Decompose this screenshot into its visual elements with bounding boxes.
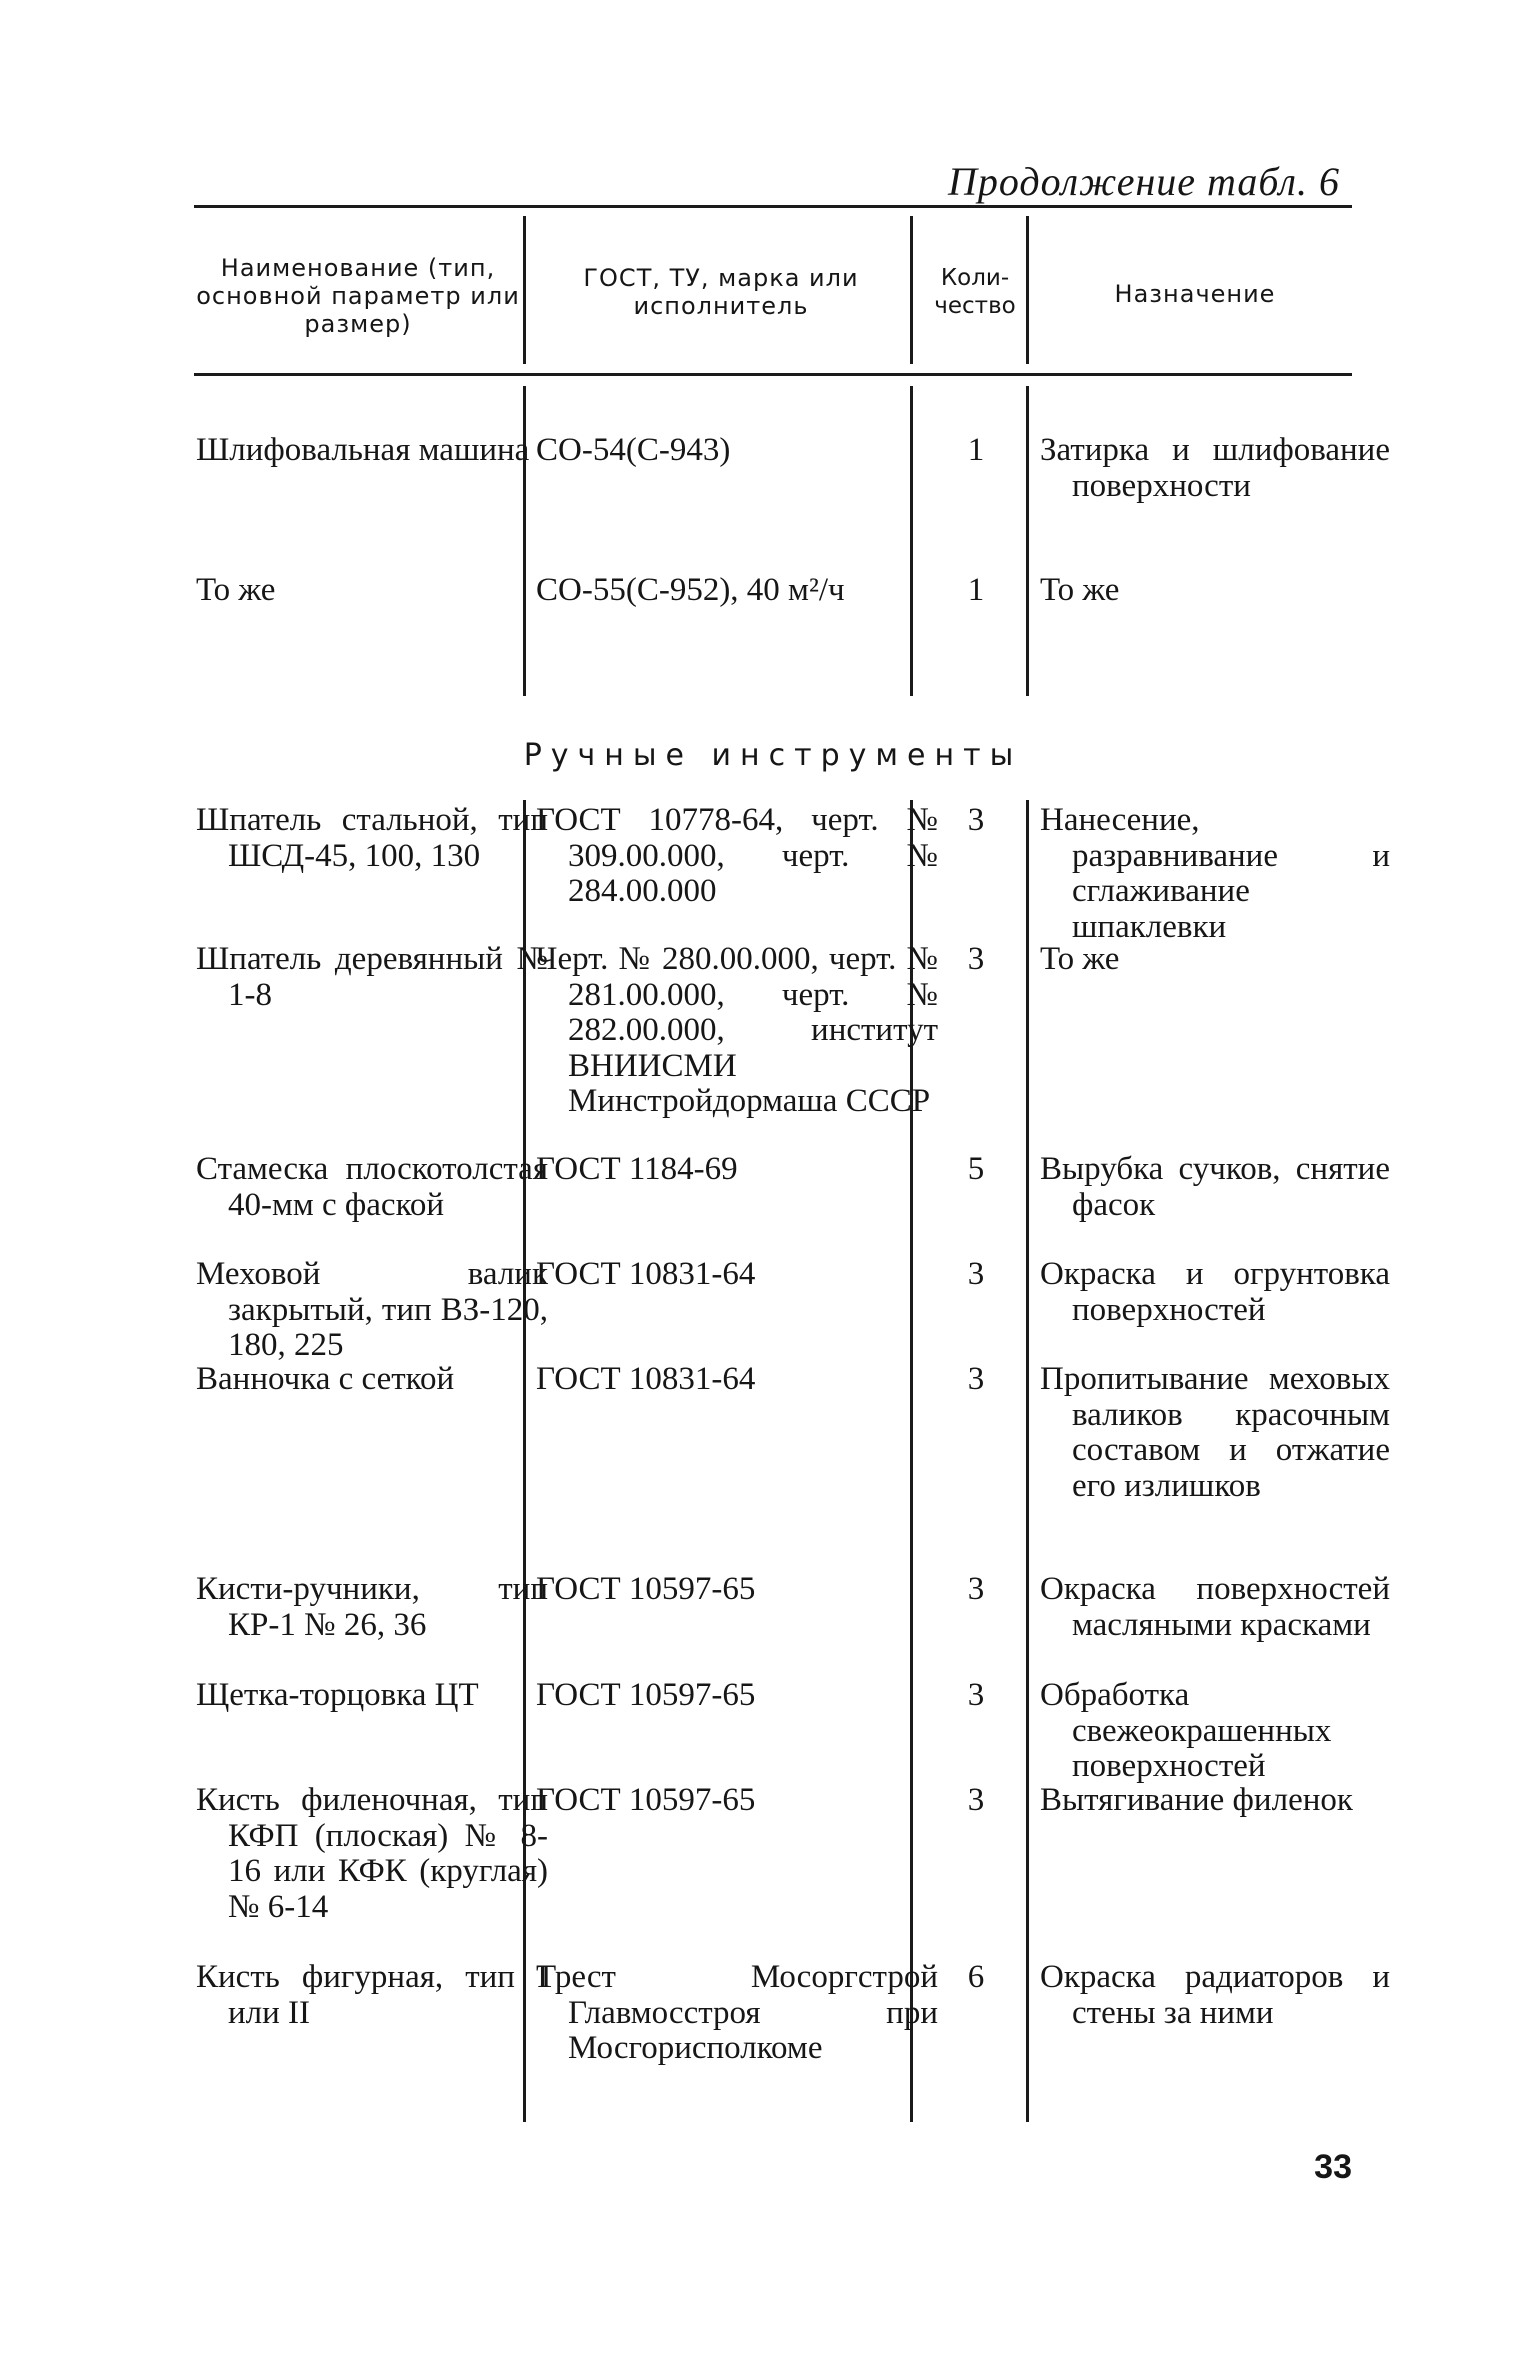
table-continuation-caption: Продолжение табл. 6 — [947, 159, 1340, 204]
row-gost: Черт. № 280.00.000, черт. № 281.00.000, черт. № 282.00.000, институт ВНИИСМИ Минстройдормаша СССР — [536, 941, 938, 1119]
row-gost: ГОСТ 10597-65 — [536, 1782, 756, 1818]
column-divider — [1026, 800, 1029, 2122]
header-bottom-rule — [194, 373, 1352, 376]
row-gost: ГОСТ 10597-65 — [536, 1677, 756, 1713]
row-purpose: Окраска радиаторов и стены за ними — [1040, 1959, 1390, 2031]
row-gost: ГОСТ 10597-65 — [536, 1571, 756, 1607]
row-purpose: Затирка и шлифование поверхности — [1040, 432, 1390, 504]
row-quantity: 3 — [967, 802, 985, 838]
column-divider — [910, 386, 913, 696]
column-divider — [523, 216, 526, 364]
row-purpose: Окраска и огрунтовка поверхностей — [1040, 1256, 1390, 1328]
row-quantity: 3 — [967, 1256, 985, 1292]
row-gost: ГОСТ 1184-69 — [536, 1151, 738, 1187]
column-divider — [1026, 386, 1029, 696]
row-purpose: Окраска поверхностей масляными красками — [1040, 1571, 1390, 1643]
header-gost: ГОСТ, ТУ, марка или исполнитель — [583, 264, 859, 320]
row-name: Кисть фигурная, тип I или II — [196, 1959, 548, 2031]
row-quantity: 3 — [967, 1361, 985, 1397]
row-purpose: Нанесение, разравнивание и сглаживание шпаклевки — [1040, 802, 1390, 945]
column-divider — [910, 216, 913, 364]
row-name: То же — [196, 572, 276, 608]
row-purpose: Вытягивание филенок — [1040, 1782, 1353, 1818]
row-quantity: 3 — [967, 1677, 985, 1713]
row-name: Стамеска плоскотолстая 40-мм с фаской — [196, 1151, 548, 1223]
row-name: Шпатель стальной, тип ШСД-45, 100, 130 — [196, 802, 548, 874]
row-quantity: 1 — [967, 432, 985, 468]
row-name: Шлифовальная машина — [196, 432, 530, 468]
row-name: Шпатель деревянный № 1-8 — [196, 941, 548, 1013]
row-name: Кисть филеночная, тип КФП (плоская) № 8-16 или КФК (круглая) № 6-14 — [196, 1782, 548, 1925]
row-quantity: 5 — [967, 1151, 985, 1187]
row-gost: ГОСТ 10831-64 — [536, 1256, 756, 1292]
row-quantity: 6 — [967, 1959, 985, 1995]
row-gost: СО-55(С-952), 40 м²/ч — [536, 572, 845, 608]
row-name: Ванночка с сеткой — [196, 1361, 455, 1397]
row-name: Меховой валик закрытый, тип ВЗ-120, 180, 225 — [196, 1256, 548, 1363]
row-purpose: То же — [1040, 941, 1120, 977]
row-gost: Трест Мосоргстрой Главмосстроя при Мосгорисполкоме — [536, 1959, 938, 2066]
table-top-rule — [194, 205, 1352, 208]
row-purpose: То же — [1040, 572, 1120, 608]
header-name: Наименование (тип, основной параметр или размер) — [196, 254, 520, 338]
row-purpose: Обработка свежеокрашенных поверхностей — [1040, 1677, 1332, 1784]
page-number: 33 — [1314, 2148, 1352, 2186]
row-name: Кисти-ручники, тип КР-1 № 26, 36 — [196, 1571, 548, 1643]
row-quantity: 3 — [967, 1782, 985, 1818]
row-purpose: Пропитывание меховых валиков красочным составом и отжатие его излишков — [1040, 1361, 1390, 1504]
row-gost: СО-54(С-943) — [536, 432, 731, 468]
header-purpose: Назначение — [1114, 280, 1276, 308]
row-quantity: 1 — [967, 572, 985, 608]
header-quantity: Коли-чество — [934, 265, 1016, 319]
row-gost: ГОСТ 10778-64, черт. № 309.00.000, черт. № 284.00.000 — [536, 802, 938, 909]
row-gost: ГОСТ 10831-64 — [536, 1361, 756, 1397]
row-quantity: 3 — [967, 941, 985, 977]
row-quantity: 3 — [967, 1571, 985, 1607]
section-title: Ручные инструменты — [523, 738, 1023, 773]
row-purpose: Вырубка сучков, снятие фасок — [1040, 1151, 1390, 1223]
row-name: Щетка-торцовка ЦТ — [196, 1677, 479, 1713]
